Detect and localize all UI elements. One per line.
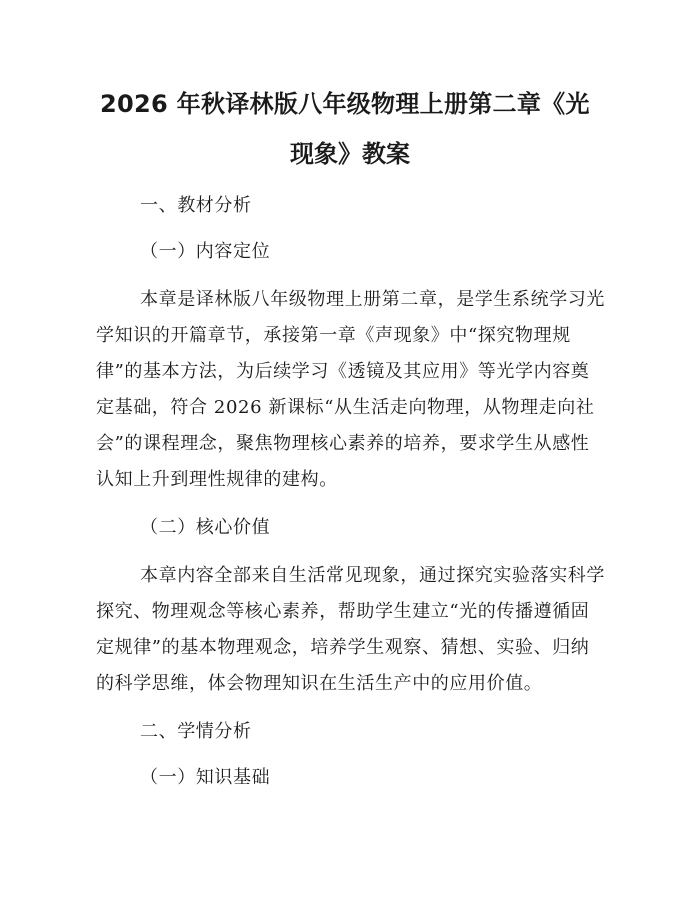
subsection-heading-core-value: （二）核心价值 [140, 517, 271, 538]
document-title-line-2: 现象》教案 [290, 140, 410, 168]
paragraph-1-line-2: 学知识的开篇章节，承接第一章《声现象》中“探究物理规 [96, 325, 571, 346]
subsection-heading-knowledge-base: （一）知识基础 [140, 767, 271, 788]
paragraph-1-line-3: 律”的基本方法，为后续学习《透镜及其应用》等光学内容奠 [96, 361, 590, 382]
paragraph-2-line-2: 探究、物理观念等核心素养，帮助学生建立“光的传播遵循固 [96, 601, 590, 622]
section-heading-textbook-analysis: 一、教材分析 [140, 195, 252, 216]
paragraph-1-line-6: 认知上升到理性规律的建构。 [96, 469, 338, 490]
paragraph-2-line-3: 定规律”的基本物理观念，培养学生观察、猜想、实验、归纳 [96, 637, 590, 658]
document-title-line-1: 2026 年秋译林版八年级物理上册第二章《光 [100, 90, 590, 118]
section-heading-student-analysis: 二、学情分析 [140, 721, 252, 742]
paragraph-2-line-1: 本章内容全部来自生活常见现象，通过探究实验落实科学 [140, 565, 605, 586]
paragraph-1-line-4: 定基础，符合 2026 新课标“从生活走向物理，从物理走向社 [96, 397, 595, 418]
subsection-heading-content-positioning: （一）内容定位 [140, 241, 271, 262]
paragraph-1-line-1: 本章是译林版八年级物理上册第二章，是学生系统学习光 [140, 289, 605, 310]
paragraph-1-line-5: 会”的课程理念，聚焦物理核心素养的培养，要求学生从感性 [96, 433, 590, 454]
paragraph-2-line-4: 的科学思维，体会物理知识在生活生产中的应用价值。 [96, 673, 543, 694]
